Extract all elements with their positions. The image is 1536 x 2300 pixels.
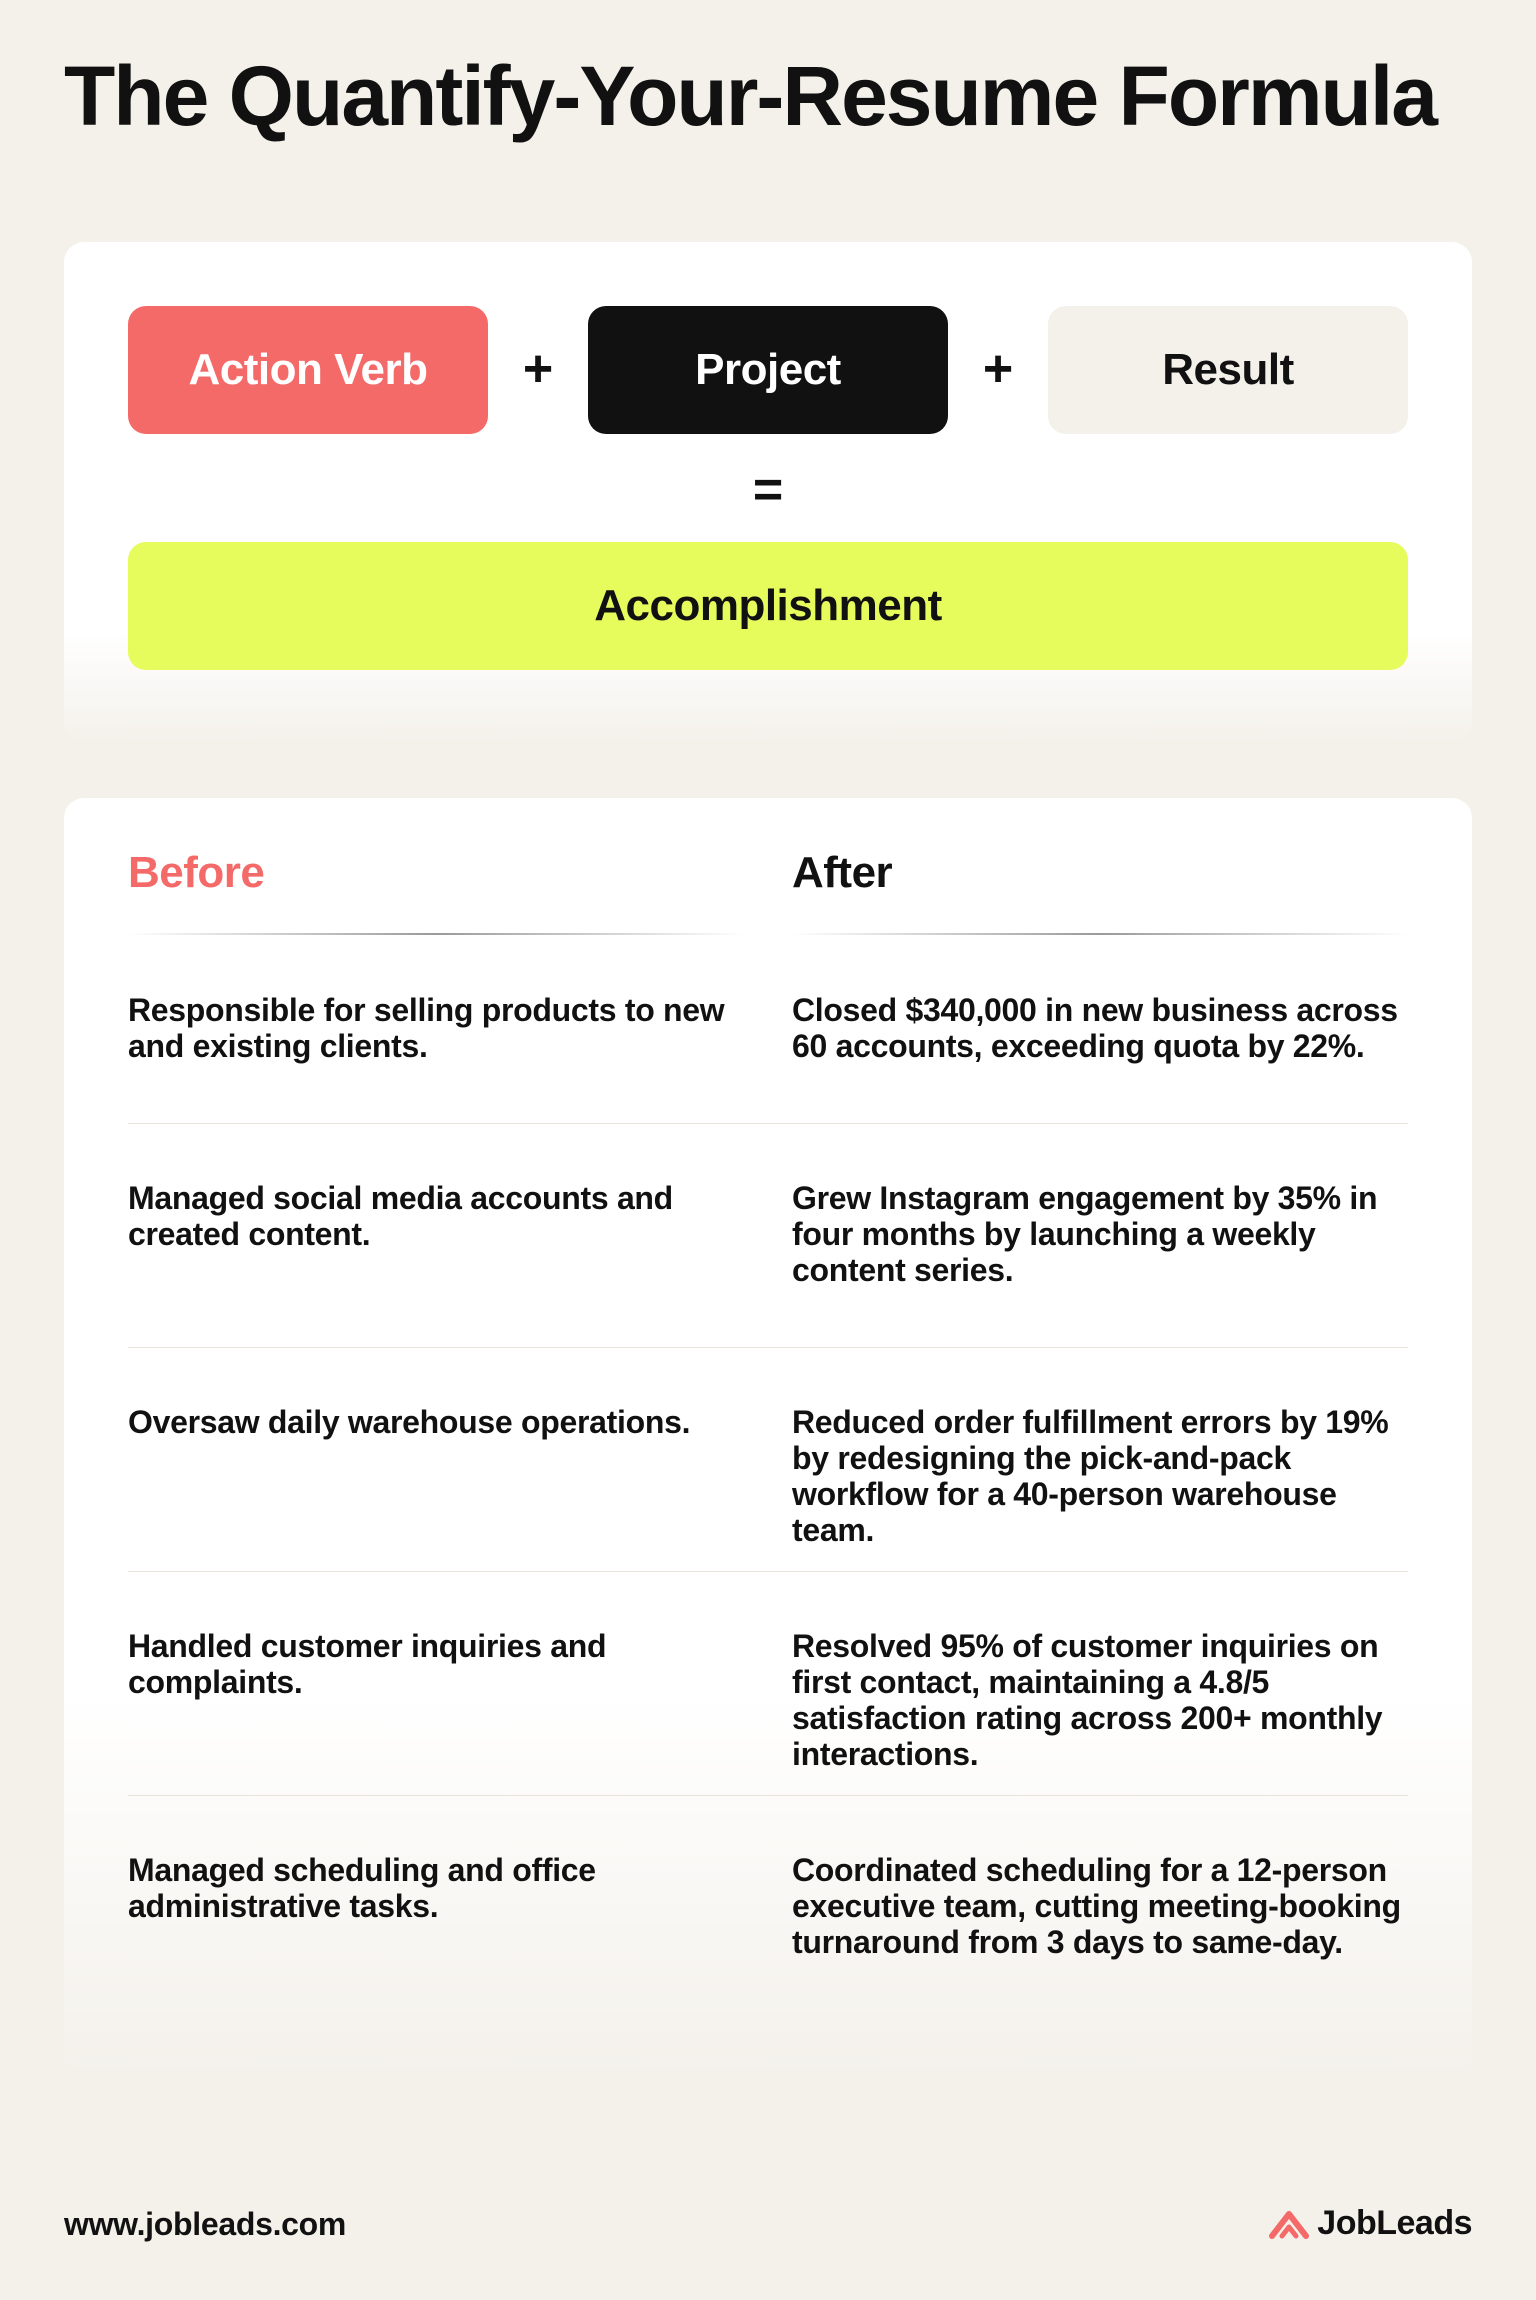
plus-sign-2: +	[982, 340, 1014, 398]
jobleads-logo-icon	[1269, 2209, 1309, 2239]
plus-sign-1: +	[522, 340, 554, 398]
after-text: Coordinated scheduling for a 12-person executive team, cutting meeting-booking turnaround from 3 days to same-day.	[792, 1852, 1401, 1960]
before-text: Oversaw daily warehouse operations.	[128, 1404, 691, 1440]
before-text: Responsible for selling products to new and existing clients.	[128, 992, 725, 1064]
row-divider	[128, 1347, 1408, 1348]
row-divider	[128, 1123, 1408, 1124]
before-heading-divider	[128, 933, 744, 935]
result-pill: Result	[1048, 306, 1408, 434]
formula-card	[64, 242, 1472, 742]
row-divider	[128, 1795, 1408, 1796]
equals-sign: =	[752, 461, 784, 519]
footer-url: www.jobleads.com	[64, 2206, 347, 2242]
before-heading: Before	[128, 848, 265, 897]
after-text: Closed $340,000 in new business across 60 accounts, exceeding quota by 22%.	[792, 992, 1398, 1064]
comparison-card	[64, 798, 1472, 2078]
page-title: The Quantify-Your-Resume Formula	[64, 49, 1436, 143]
brand-name: JobLeads	[1317, 2204, 1472, 2242]
after-text: Resolved 95% of customer inquiries on first contact, maintaining a 4.8/5 satisfaction rating across 200+ monthly interactions.	[792, 1628, 1383, 1772]
before-text: Managed scheduling and office administrative tasks.	[128, 1852, 596, 1924]
action-verb-pill: Action Verb	[128, 306, 488, 434]
after-heading-divider	[792, 933, 1408, 935]
row-divider	[128, 1571, 1408, 1572]
brand-logo	[1269, 2204, 1472, 2243]
project-pill: Project	[588, 306, 948, 434]
after-text: Grew Instagram engagement by 35% in four months by launching a weekly content series.	[792, 1180, 1378, 1288]
accomplishment-pill: Accomplishment	[128, 542, 1408, 670]
before-text: Managed social media accounts and created content.	[128, 1180, 673, 1252]
after-heading: After	[792, 848, 893, 897]
before-text: Handled customer inquiries and complaints.	[128, 1628, 607, 1700]
after-text: Reduced order fulfillment errors by 19% by redesigning the pick-and-pack workflow for a 40-person warehouse team.	[792, 1404, 1389, 1548]
